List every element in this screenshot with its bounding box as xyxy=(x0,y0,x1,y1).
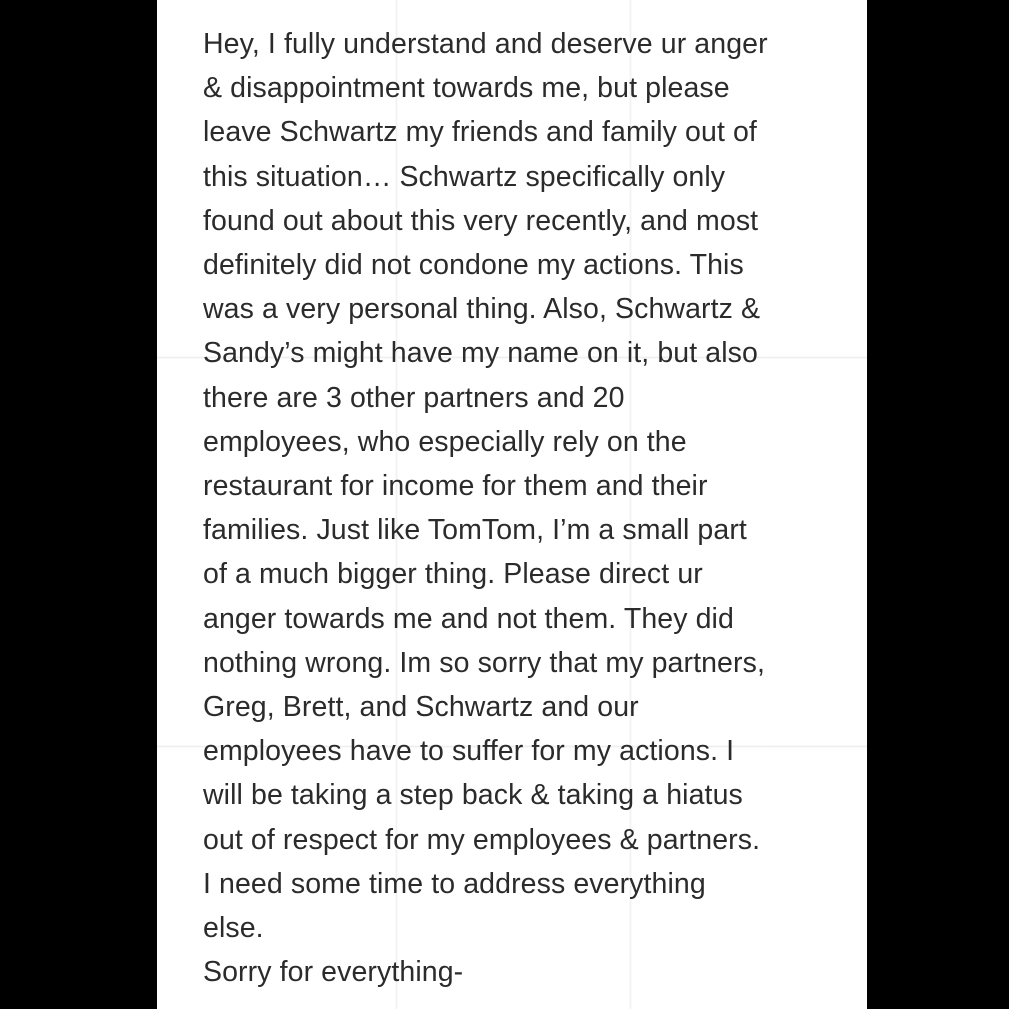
note-line: of a much bigger thing. Please direct ur xyxy=(203,558,703,591)
note-line: found out about this very recently, and most xyxy=(203,204,759,237)
note-line: anger towards me and not them. They did xyxy=(203,602,734,635)
note-line: there are 3 other partners and 20 xyxy=(203,381,625,414)
note-line: employees, who especially rely on the xyxy=(203,425,687,458)
note-line: Hey, I fully understand and deserve ur anger xyxy=(203,28,768,60)
note-line: & disappointment towards me, but please xyxy=(203,72,730,105)
note-body xyxy=(203,22,843,994)
note-line: Sorry for everything- xyxy=(203,956,464,989)
note-line: Greg, Brett, and Schwartz and our xyxy=(203,691,639,724)
note-line: Sandy’s might have my name on it, but also xyxy=(203,337,758,370)
note-page xyxy=(157,0,867,1009)
note-line: employees have to suffer for my actions. I xyxy=(203,735,735,768)
note-line: families. Just like TomTom, I’m a small part xyxy=(203,514,747,547)
note-line: else. xyxy=(203,912,264,945)
note-line: nothing wrong. Im so sorry that my partners, xyxy=(203,646,765,679)
note-line: definitely did not condone my actions. This xyxy=(203,249,744,282)
note-line: this situation… Schwartz specifically only xyxy=(203,160,726,193)
note-line: out of respect for my employees & partners. xyxy=(203,823,761,856)
note-line: was a very personal thing. Also, Schwartz & xyxy=(203,293,761,326)
note-line: restaurant for income for them and their xyxy=(203,470,708,503)
note-line: leave Schwartz my friends and family out of xyxy=(203,116,757,149)
note-line: will be taking a step back & taking a hiatus xyxy=(203,779,743,812)
note-line: I need some time to address everything xyxy=(203,867,706,900)
